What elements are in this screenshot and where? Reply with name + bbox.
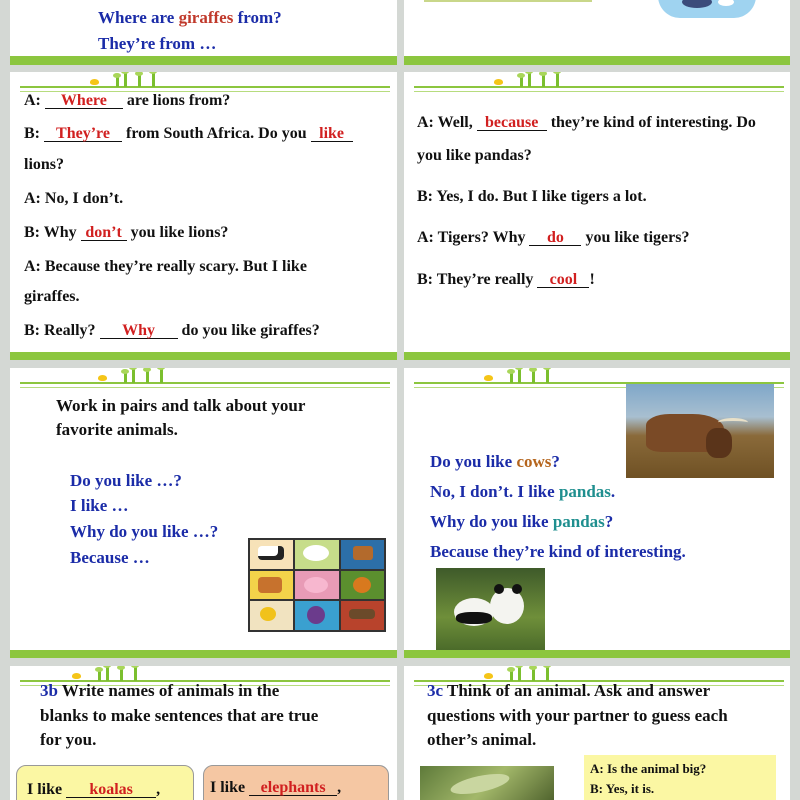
answer-blank[interactable]: elephants	[249, 781, 337, 796]
cow-picture	[626, 384, 774, 478]
dialogue-line-5: B: Why don’t you like lions?	[24, 224, 229, 241]
dialogue-line-3: Why do you like pandas?	[430, 512, 614, 531]
dialogue-line-2: you like pandas?	[417, 147, 532, 164]
example-question: A: Is the animal big?	[590, 761, 707, 776]
answer-blank[interactable]: do	[529, 231, 581, 246]
animal-picture	[420, 766, 554, 800]
slide-top-right[interactable]	[404, 0, 790, 65]
water-picture	[658, 0, 756, 18]
answer-blank[interactable]: Why	[100, 324, 178, 339]
dialogue-line-1: A: Well, because they’re kind of interesting. Do	[417, 114, 756, 131]
dialogue-line-8: B: Really? Why do you like giraffes?	[24, 322, 320, 339]
answer-blank[interactable]: They’re	[44, 127, 122, 142]
exercise-label: 3b	[40, 681, 58, 700]
header-decoration	[414, 72, 784, 92]
dialogue-line-2: B: They’re from South Africa. Do you like	[24, 125, 353, 143]
card-2-sentence: I like elephants ,	[210, 779, 342, 796]
instruction-line-2: blanks to make sentences that are true	[40, 706, 319, 725]
header-decoration	[20, 368, 390, 388]
slide-giraffes-question[interactable]	[10, 0, 397, 65]
dialogue-line-2: No, I don’t. I like pandas.	[430, 482, 616, 501]
answer-blank[interactable]: cool	[537, 273, 589, 288]
dialogue-line-1: A: Where are lions from?	[24, 92, 231, 109]
green-bar	[10, 352, 397, 360]
dialogue-line-7: giraffes.	[24, 288, 80, 305]
dialogue-line-5: B: They’re really cool !	[417, 271, 595, 288]
dialogue-line-4: Because they’re kind of interesting.	[430, 542, 686, 561]
prompt-because: Because …	[70, 548, 150, 567]
answer-line: They’re from …	[98, 34, 217, 53]
image-frame	[424, 0, 592, 2]
slide-3c[interactable]	[404, 666, 790, 800]
panda-picture	[436, 568, 545, 650]
green-bar	[404, 56, 790, 65]
example-answer: B: Yes, it is.	[590, 781, 655, 796]
prompt-why: Why do you like …?	[70, 522, 219, 541]
header-decoration	[20, 72, 390, 92]
dialogue-line-4: A: Tigers? Why do you like tigers?	[417, 229, 690, 246]
green-bar	[404, 352, 790, 360]
card-1-sentence: I like koalas ,	[27, 781, 161, 798]
example-dialogue-box	[584, 755, 776, 800]
dialogue-line-3: B: Yes, I do. But I like tigers a lot.	[417, 188, 647, 205]
green-bar	[404, 650, 790, 658]
slide-pair-work[interactable]	[10, 368, 397, 658]
question-line: Where are giraffes from?	[98, 8, 282, 27]
answer-blank[interactable]: like	[311, 127, 353, 142]
dialogue-line-4: A: No, I don’t.	[24, 190, 124, 207]
slide-tigers-dialogue[interactable]	[404, 72, 790, 360]
instruction-line-3: for you.	[40, 730, 97, 749]
instruction-line-2: questions with your partner to guess each	[427, 706, 728, 725]
answer-blank[interactable]: koalas	[66, 783, 156, 798]
prompt-do-you-like: Do you like …?	[70, 471, 182, 490]
slide-lions-dialogue[interactable]	[10, 72, 397, 360]
instruction-line-1: Work in pairs and talk about your	[56, 396, 306, 415]
answer-blank[interactable]: because	[477, 116, 547, 131]
instruction-line-3: other’s animal.	[427, 730, 537, 749]
farm-animals-picture	[248, 538, 386, 632]
instruction-line-1: 3b Write names of animals in the	[40, 681, 280, 700]
instruction-line-1: 3c Think of an animal. Ask and answer	[427, 681, 711, 700]
green-bar	[10, 650, 397, 658]
answer-blank[interactable]: Where	[45, 94, 123, 109]
slide-cows-pandas[interactable]	[404, 368, 790, 658]
dialogue-line-3: lions?	[24, 156, 65, 173]
prompt-i-like: I like …	[70, 496, 129, 515]
dialogue-line-6: A: Because they’re really scary. But I like	[24, 258, 307, 275]
answer-blank[interactable]: don’t	[81, 226, 127, 241]
exercise-label: 3c	[427, 681, 444, 700]
green-bar	[10, 56, 397, 65]
dialogue-line-1: Do you like cows?	[430, 452, 560, 471]
instruction-line-2: favorite animals.	[56, 420, 178, 439]
slide-3b[interactable]	[10, 666, 397, 800]
